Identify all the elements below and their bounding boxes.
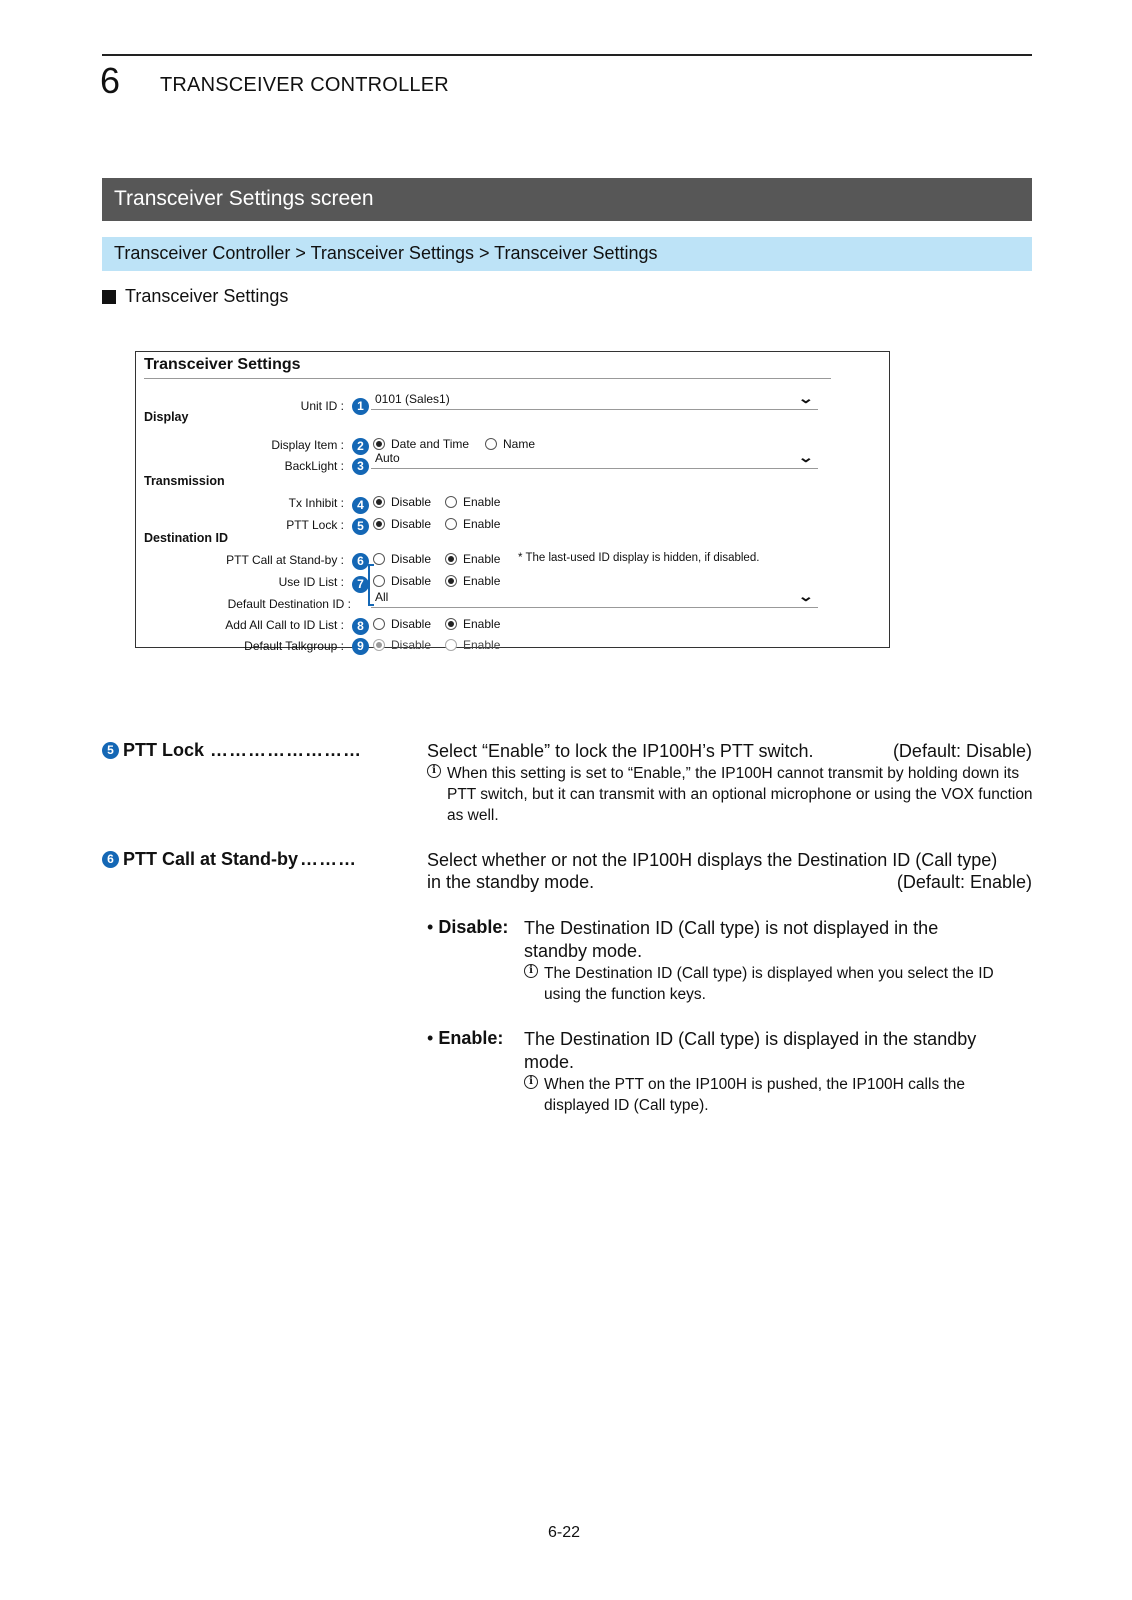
default-talkgroup-enable-radio[interactable] [445,638,500,652]
info-icon: i [524,1075,538,1089]
tx-inhibit-label: Tx Inhibit : [288,496,344,510]
radio-label: Disable [391,638,432,652]
bullet: • [427,1028,434,1048]
unit-id-value: 0101 (Sales1) [375,392,450,406]
default-talkgroup-label: Default Talkgroup : [244,639,344,653]
display-item-label: Display Item : [271,438,344,452]
breadcrumb: Transceiver Controller > Transceiver Settings > Transceiver Settings [102,237,1032,271]
top-rule [102,54,1032,56]
radio-label: Disable [391,617,432,631]
radio-label: Disable [391,552,432,566]
radio-unchecked-icon [373,618,385,630]
info-text: The Destination ID (Call type) is displayed when you select the ID using the function keys. [544,965,994,1003]
radio-unchecked-icon [445,639,457,651]
radio-label: Enable [463,638,501,652]
unit-id-label: Unit ID : [300,399,344,413]
ptt-call-label: PTT Call at Stand-by : [226,553,344,567]
ptt-call-note: * The last-used ID display is hidden, if disabled. [518,552,760,564]
radio-checked-icon [445,618,457,630]
disable-term [427,917,508,938]
bullet: • [427,917,434,937]
add-all-call-enable-radio[interactable] [445,617,500,631]
backlight-select[interactable] [371,451,818,469]
callout-badge: 9 [352,638,369,655]
chevron-down-icon: ⌄ [797,449,815,465]
chevron-down-icon: ⌄ [797,588,815,604]
enable-term [427,1028,503,1049]
page-number: 6-22 [548,1524,581,1541]
use-id-list-label: Use ID List : [278,575,344,589]
description-line-1: Select whether or not the IP100H displays the Destination ID (Call type) [427,850,998,870]
add-all-call-label: Add All Call to ID List : [225,618,344,632]
ptt-call-description [427,849,1032,893]
radio-checked-icon [373,438,385,450]
ptt-call-disable-radio[interactable] [373,552,431,566]
radio-checked-icon [445,553,457,565]
ptt-call-enable-radio[interactable] [445,552,500,566]
backlight-value: Auto [375,451,400,465]
default-destination-select[interactable] [371,590,818,608]
group-transmission: Transmission [144,474,225,488]
callout-badge: 2 [352,438,369,455]
ptt-lock-info [427,763,1037,826]
radio-checked-icon [373,518,385,530]
term-text: PTT Call at Stand-by [123,849,299,869]
radio-label: Date and Time [391,437,470,451]
default-talkgroup-disable-radio[interactable] [373,638,431,652]
use-id-list-disable-radio[interactable] [373,574,431,588]
radio-unchecked-icon [485,438,497,450]
use-id-list-enable-radio[interactable] [445,574,500,588]
disable-text: The Destination ID (Call type) is not displayed in the standby mode. [524,918,939,961]
radio-unchecked-icon [445,496,457,508]
radio-unchecked-icon [373,575,385,587]
chapter-number: 6 [100,60,121,101]
radio-label: Disable [391,517,432,531]
default-value: (Default: Disable) [892,741,1032,761]
bullet-term-text: Enable: [438,1028,504,1048]
term-text: PTT Lock [123,740,205,760]
enable-text: The Destination ID (Call type) is displayed in the standby mode. [524,1029,977,1072]
display-item-date-radio[interactable] [373,437,469,451]
ptt-call-term [102,849,357,870]
description-line-2: in the standby mode. [427,872,595,892]
radio-label: Enable [463,617,501,631]
radio-unchecked-icon [373,553,385,565]
bullet-term-text: Disable: [438,917,509,937]
callout-badge: 5 [352,518,369,535]
callout-badge: 8 [352,618,369,635]
ptt-lock-enable-radio[interactable] [445,517,500,531]
default-destination-value: All [375,590,389,604]
leader-dots: ……… [300,849,358,869]
ptt-lock-label: PTT Lock : [286,518,344,532]
callout-badge: 4 [352,497,369,514]
callout-number-icon: 5 [102,742,119,759]
unit-id-select[interactable] [371,392,818,410]
callout-badge: 7 [352,576,369,593]
radio-label: Enable [463,495,501,509]
info-icon: i [427,764,441,778]
backlight-label: BackLight : [284,459,344,473]
radio-checked-icon [373,639,385,651]
ptt-lock-disable-radio[interactable] [373,517,431,531]
radio-checked-icon [445,575,457,587]
transceiver-settings-panel [135,351,890,653]
disable-info [524,963,1024,1005]
add-all-call-disable-radio[interactable] [373,617,431,631]
callout-badge: 6 [352,553,369,570]
info-text: When this setting is set to “Enable,” the IP100H cannot transmit by holding down its PTT switch, but it can transmit with an optional microphone or using the VOX function as well. [447,765,1033,824]
callout-number-icon: 6 [102,851,119,868]
enable-info [524,1074,1014,1116]
radio-label: Enable [463,517,501,531]
callout-badge: 1 [352,398,369,415]
radio-label: Enable [463,552,501,566]
chevron-down-icon: ⌄ [797,390,815,406]
group-display: Display [144,410,189,424]
radio-checked-icon [373,496,385,508]
radio-label: Name [503,437,536,451]
panel-divider [144,378,831,379]
leader-dots: …………………… [210,740,363,760]
sub-heading-text: Transceiver Settings [125,286,289,306]
radio-label: Enable [463,574,501,588]
default-destination-label: Default Destination ID : [227,597,351,611]
description-text: Select “Enable” to lock the IP100H’s PTT switch. [427,741,814,761]
info-icon: i [524,964,538,978]
display-item-name-radio[interactable] [485,437,535,451]
radio-unchecked-icon [445,518,457,530]
default-value: (Default: Enable) [896,872,1032,892]
square-bullet-icon [102,290,116,304]
sub-heading [102,286,288,307]
ptt-lock-term [102,740,362,761]
chapter-title: TRANSCEIVER CONTROLLER [160,74,449,96]
info-text: When the PTT on the IP100H is pushed, the IP100H calls the displayed ID (Call type). [544,1076,966,1114]
section-title: Transceiver Settings screen [102,178,1032,221]
radio-label: Disable [391,574,432,588]
callout-badge: 3 [352,458,369,475]
radio-label: Disable [391,495,432,509]
ptt-lock-description [427,740,1032,762]
group-destination-id: Destination ID [144,531,229,545]
tx-inhibit-disable-radio[interactable] [373,495,431,509]
tx-inhibit-enable-radio[interactable] [445,495,500,509]
panel-title: Transceiver Settings [144,356,301,373]
